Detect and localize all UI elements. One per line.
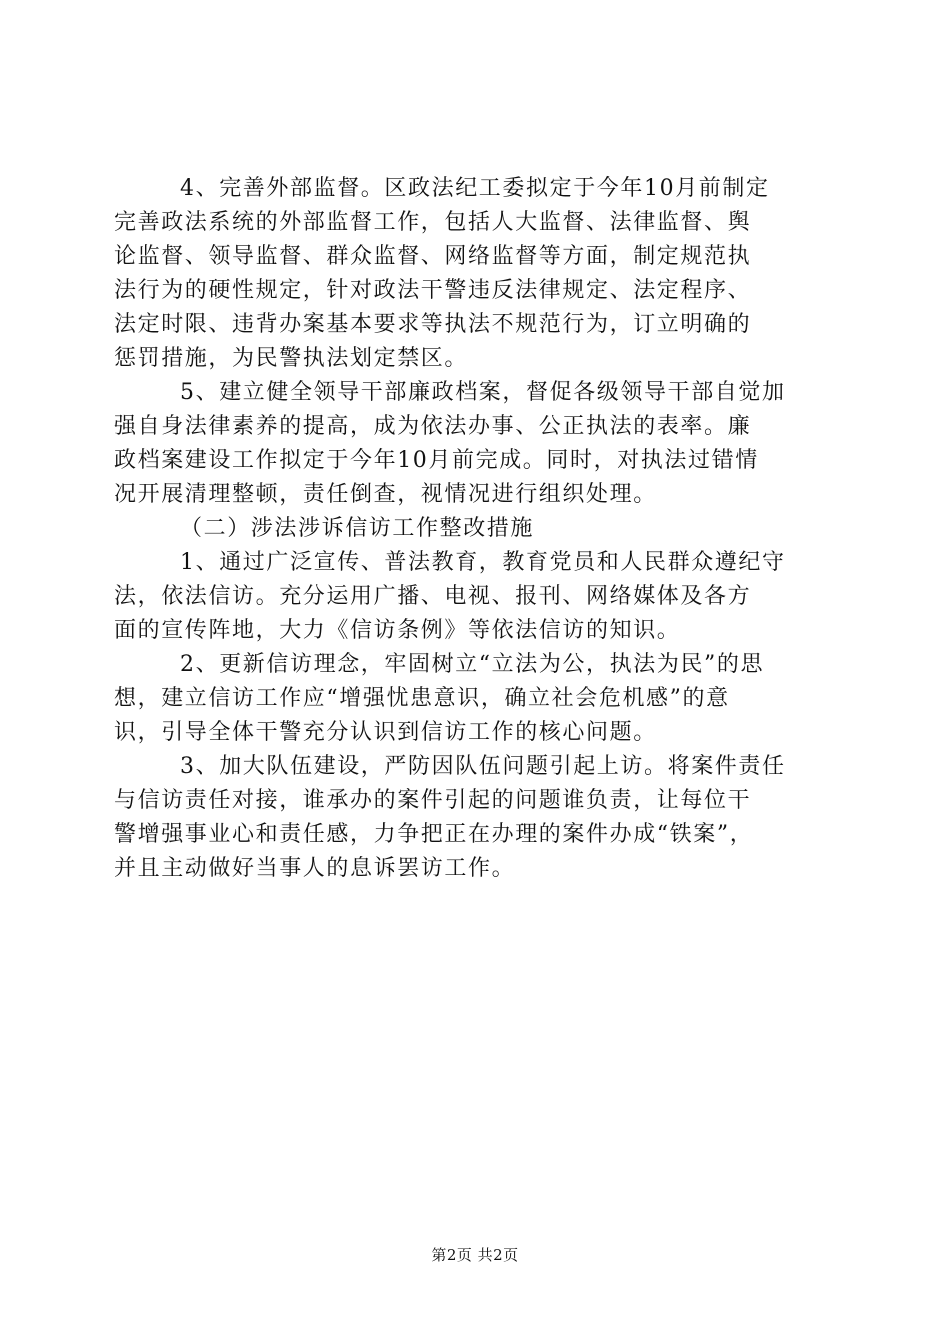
item-1-line-2: 法，依法信访。充分运用广播、电视、报刊、网络媒体及各方 [114, 584, 752, 609]
page-footer [0, 1244, 950, 1266]
item-2-line-2: 想，建立信访工作应“增强忧患意识，确立社会危机感”的意 [114, 686, 730, 711]
item-3-line-4: 并且主动做好当事人的息诉罢访工作。 [114, 856, 516, 881]
item-2-line-3: 识，引导全体干警充分认识到信访工作的核心问题。 [114, 720, 657, 745]
section-heading: （二）涉法涉诉信访工作整改措施 [180, 516, 535, 541]
item-2-line-1: 2、更新信访理念，牢固树立“立法为公，执法为民”的思 [180, 652, 765, 677]
paragraph-4-line-1: 4、完善外部监督。区政法纪工委拟定于今年10月前制定 [180, 176, 770, 201]
paragraph-4-line-6: 惩罚措施，为民警执法划定禁区。 [114, 346, 469, 371]
paragraph-5-line-1: 5、建立健全领导干部廉政档案，督促各级领导干部自觉加 [180, 380, 786, 405]
page-number-label: 第2页 共2页 [431, 1246, 519, 1264]
paragraph-4-line-4: 法行为的硬性规定，针对政法干警违反法律规定、法定程序、 [114, 278, 752, 303]
paragraph-4-line-2: 完善政法系统的外部监督工作，包括人大监督、法律监督、舆 [114, 210, 752, 235]
paragraph-5-line-2: 强自身法律素养的提高，成为依法办事、公正执法的表率。廉 [114, 414, 752, 439]
document-body [114, 172, 838, 886]
item-1-line-1: 1、通过广泛宣传、普法教育，教育党员和人民群众遵纪守 [180, 550, 786, 575]
item-3-line-2: 与信访责任对接，谁承办的案件引起的问题谁负责，让每位干 [114, 788, 752, 813]
paragraph-4-line-3: 论监督、领导监督、群众监督、网络监督等方面，制定规范执 [114, 244, 752, 269]
item-3-line-3: 警增强事业心和责任感，力争把正在办理的案件办成“铁案”， [114, 822, 754, 847]
paragraph-5-line-3: 政档案建设工作拟定于今年10月前完成。同时，对执法过错情 [114, 448, 759, 473]
paragraph-4-line-5: 法定时限、违背办案基本要求等执法不规范行为，订立明确的 [114, 312, 752, 337]
item-3-line-1: 3、加大队伍建设，严防因队伍问题引起上访。将案件责任 [180, 754, 786, 779]
item-1-line-3: 面的宣传阵地，大力《信访条例》等依法信访的知识。 [114, 618, 681, 643]
paragraph-5-line-4: 况开展清理整顿，责任倒查，视情况进行组织处理。 [114, 482, 657, 507]
